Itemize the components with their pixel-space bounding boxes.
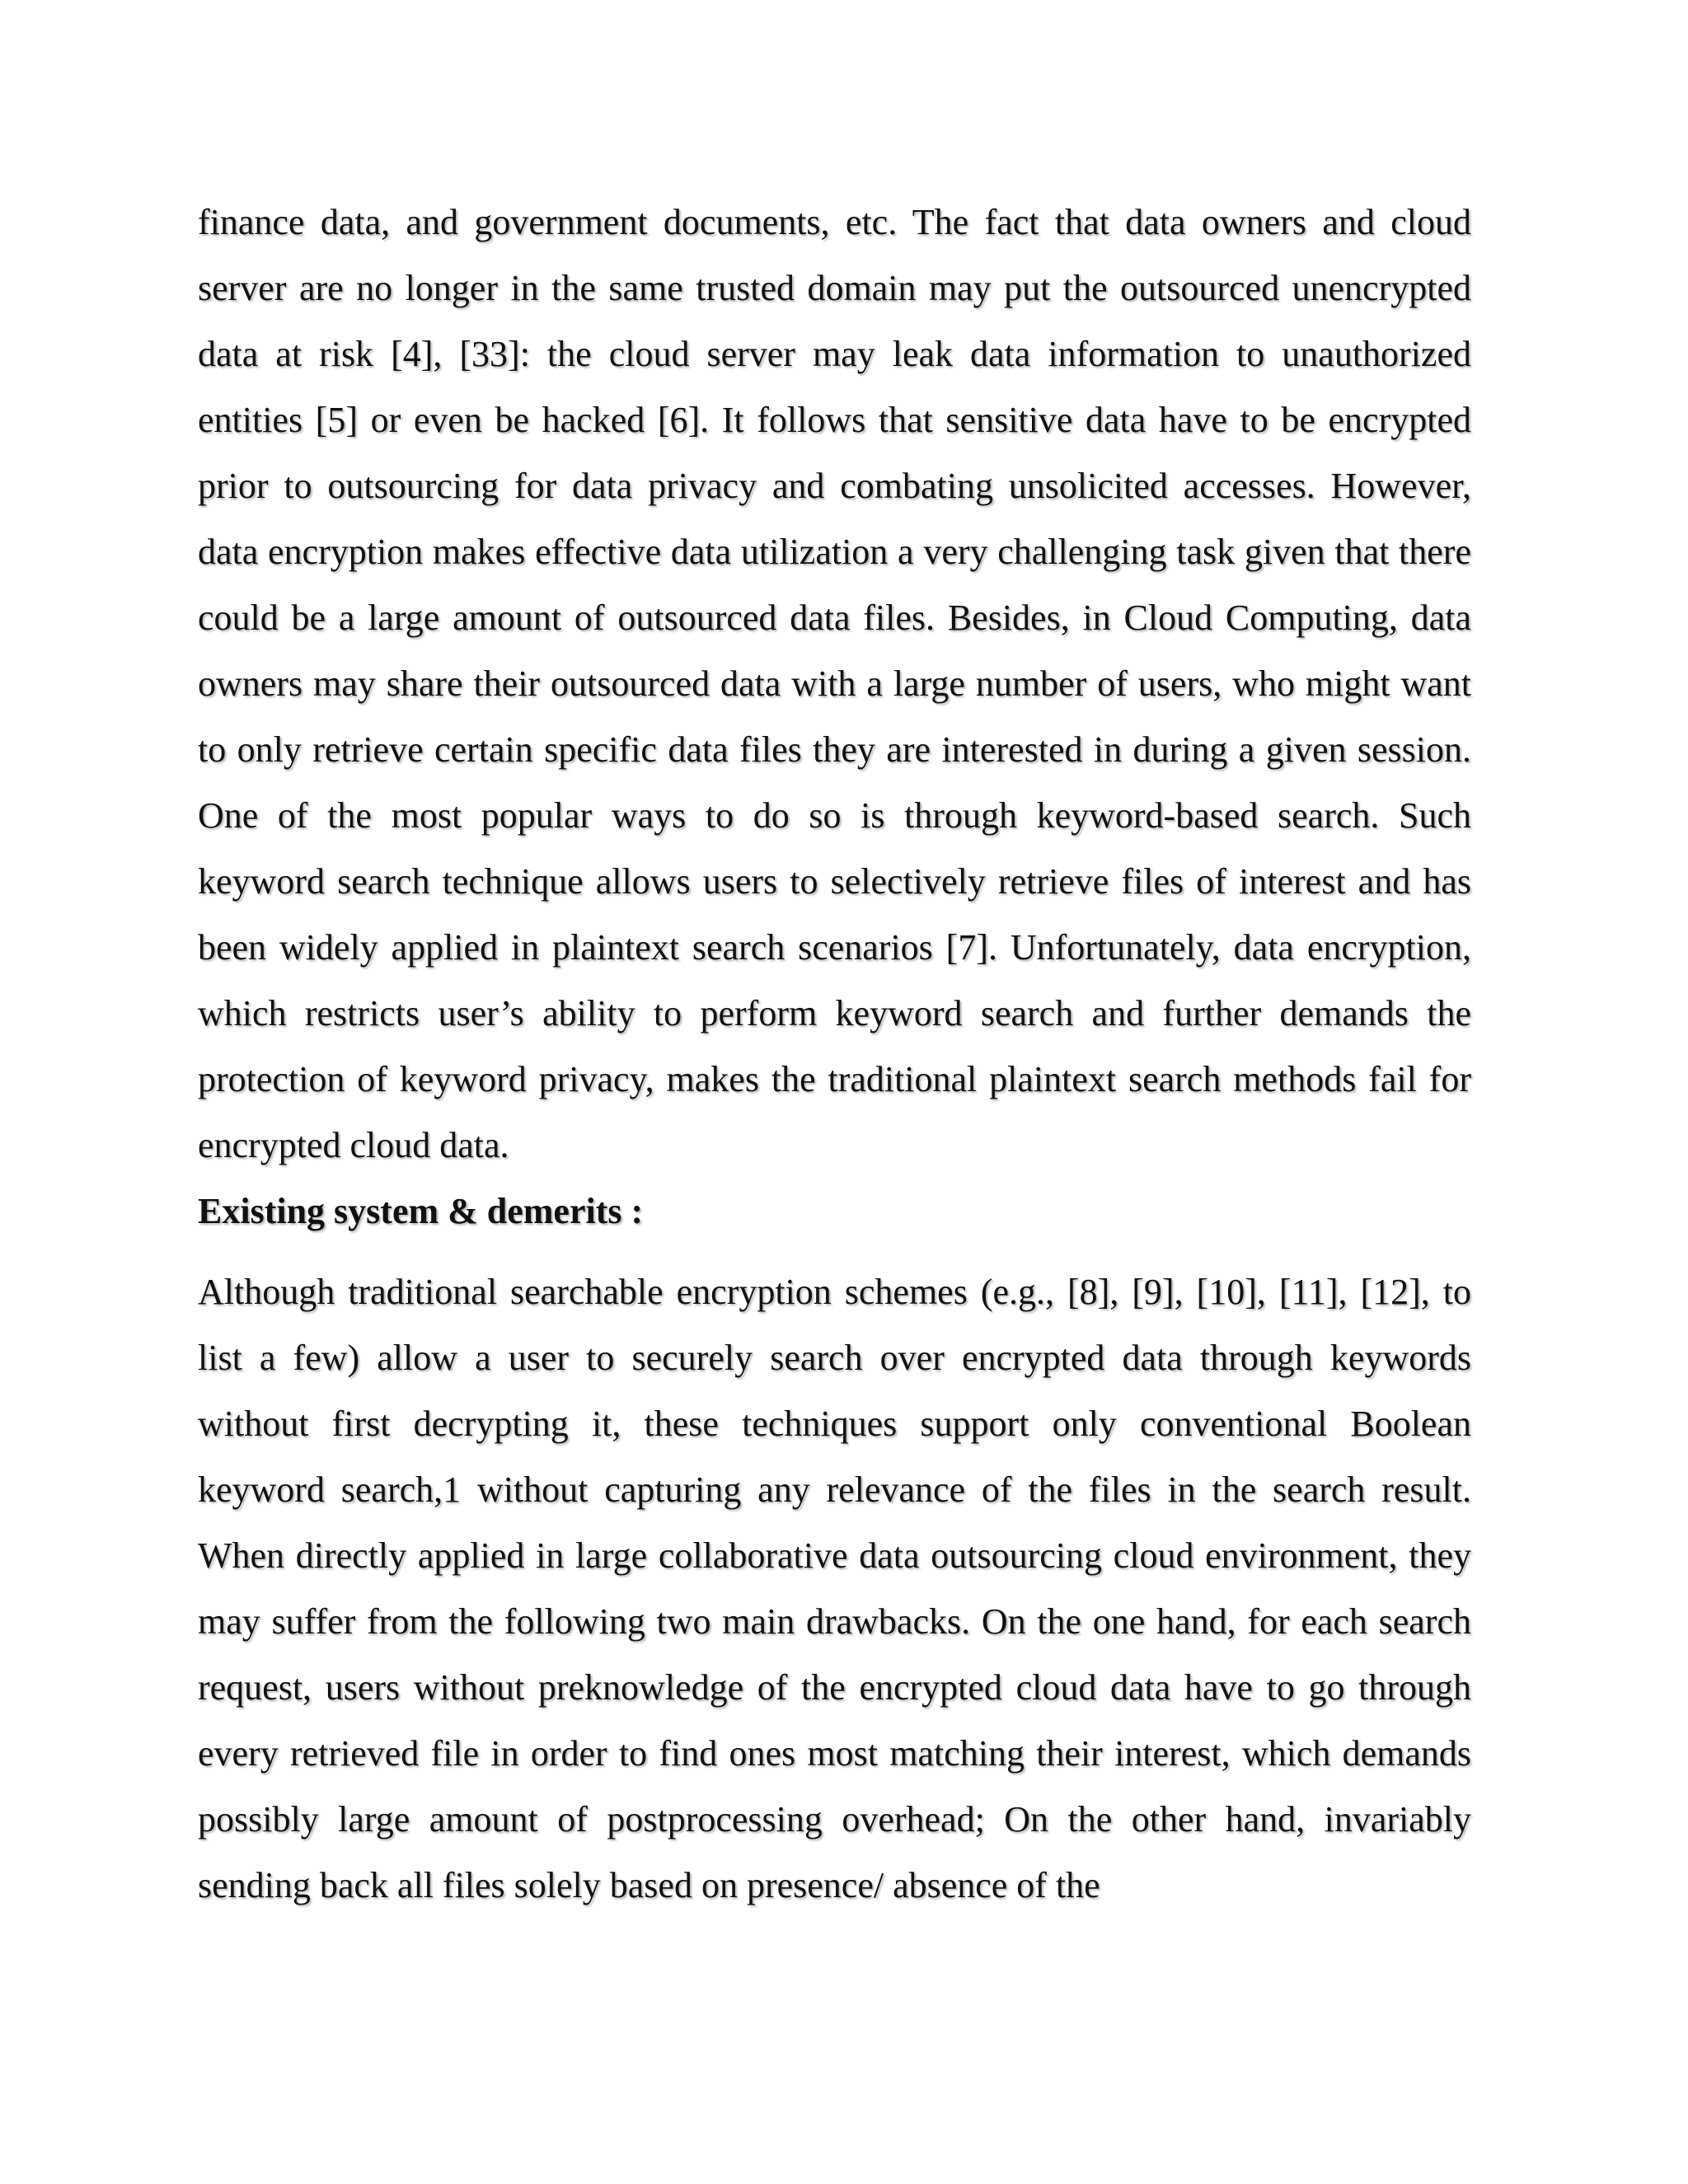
body-paragraph-intro: finance data, and government documents, etc. The fact that data owners and cloud server are no longer in the same trusted domain may put the outsourced unencrypted data at risk [4], [33]: the cloud server may leak data information to unauthorized entities [5] or even be hacked [6]. It follows that sensitive data have to be encrypted prior to outsourcing for data privacy and combating unsolicited accesses. However, data encryption makes effective data utilization a very challenging task given that there could be a large amount of outsourced data files. Besides, in Cloud Computing, data owners may share their outsourced data with a large number of users, who might want to only retrieve certain specific data files they are interested in during a given session. One of the most popular ways to do so is through keyword-based search. Such keyword search technique allows users to selectively retrieve files of interest and has been widely applied in plaintext search scenarios [7]. Unfortunately, data encryption, which restricts user’s ability to perform keyword search and further demands the protection of keyword privacy, makes the traditional plaintext search methods fail for encrypted cloud data. [198, 202, 1471, 1165]
body-paragraph-existing-system: Although traditional searchable encryption schemes (e.g., [8], [9], [10], [11], [12], to list a few) allow a user to securely search over encrypted data through keywords without first decrypting it, these techniques support only conventional Boolean keyword search,1 without capturing any relevance of the files in the search result. When directly applied in large collaborative data outsourcing cloud environment, they may suffer from the following two main drawbacks. On the one hand, for each search request, users without preknowledge of the encrypted cloud data have to go through every retrieved file in order to find ones most matching their interest, which demands possibly large amount of postprocessing overhead; On the other hand, invariably sending back all files solely based on presence/ absence of the [198, 1272, 1471, 1905]
document-page [198, 190, 1471, 1919]
section-heading-existing-system: Existing system & demerits : [198, 1191, 644, 1231]
